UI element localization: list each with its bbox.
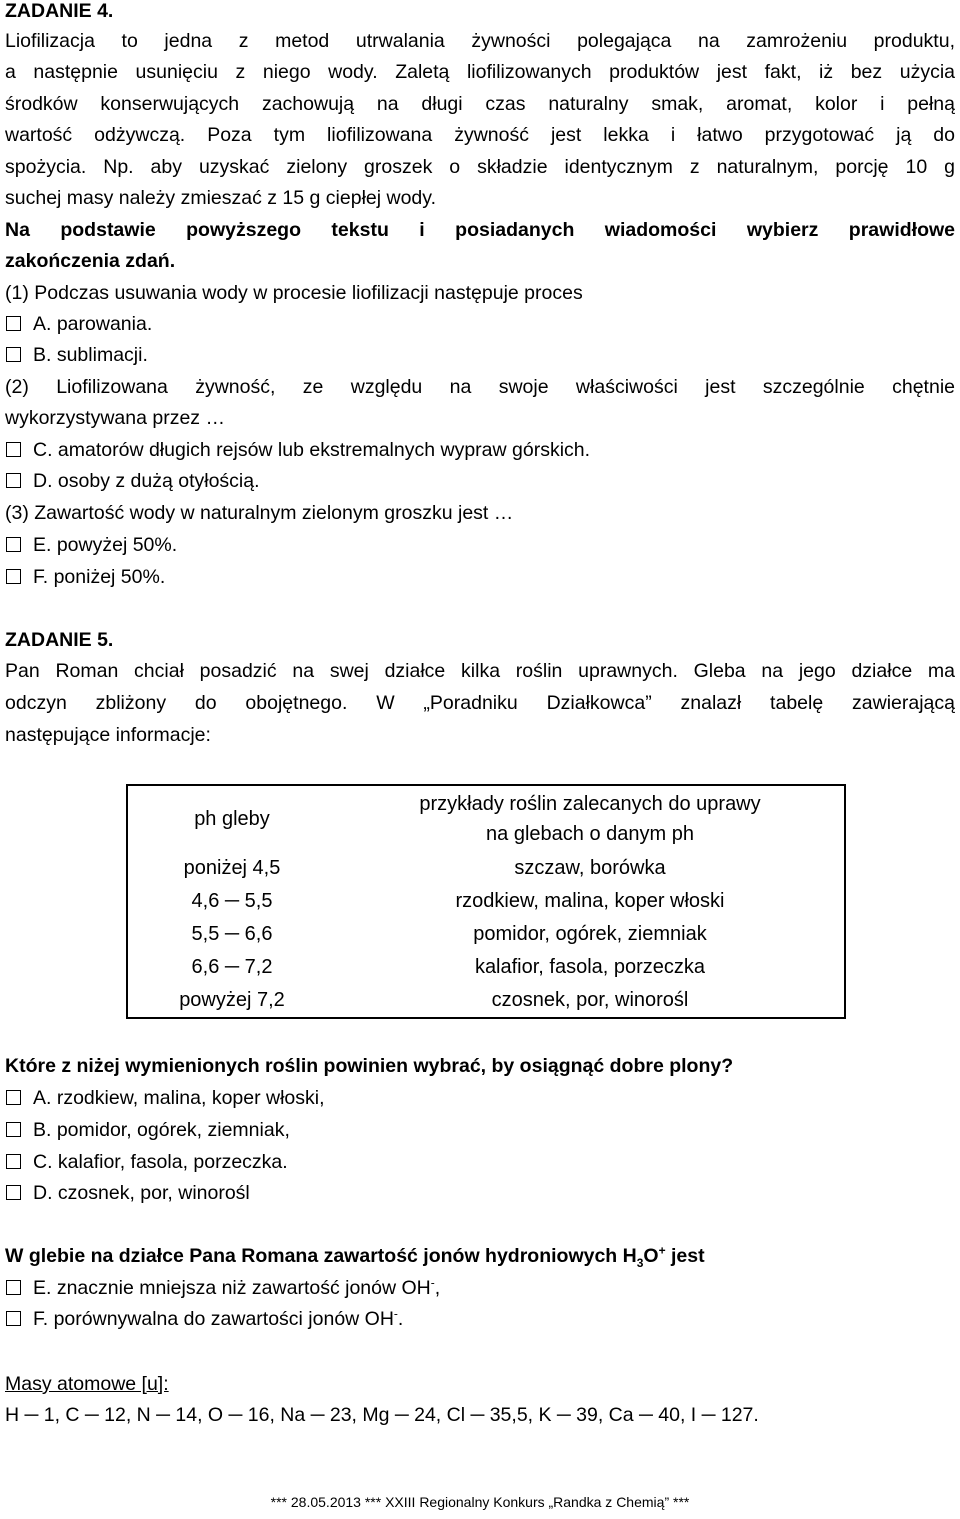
ph-table	[126, 784, 846, 1019]
ph-cell: 6,6 ─ 7,2	[191, 956, 273, 978]
plants-cell: kalafior, fasola, porzeczka	[474, 956, 706, 978]
task4-intro-line: a następnie usunięciu z niego wody. Zaletą liofilizowanych produktów jest fakt, iż bez użycia	[5, 61, 955, 83]
checkbox[interactable]	[6, 1122, 21, 1137]
table-row	[127, 885, 845, 918]
task4-heading: ZADANIE 4.	[5, 0, 114, 22]
plant-option-a[interactable]	[5, 1084, 955, 1112]
option-label: F. poniżej 50%.	[33, 566, 166, 588]
checkbox[interactable]	[6, 347, 21, 362]
table-row	[127, 951, 845, 984]
checkbox[interactable]	[6, 316, 21, 331]
plant-option-b[interactable]	[5, 1116, 955, 1144]
task5-intro-line: odczyn zbliżony do obojętnego. W „Poradniku Działkowca” znalazł tabelę zawierającą	[5, 692, 955, 714]
col-header-ph: ph gleby	[194, 808, 270, 830]
option-f[interactable]	[5, 563, 955, 591]
task5-question-plants: Które z niżej wymienionych roślin powinien wybrać, by osiągnąć dobre plony?	[5, 1055, 734, 1077]
option-a[interactable]	[5, 310, 955, 338]
plants-cell: czosnek, por, winorośl	[491, 989, 689, 1011]
task5-question-hydronium	[5, 1242, 955, 1270]
plants-cell: pomidor, ogórek, ziemniak	[473, 923, 707, 945]
checkbox[interactable]	[6, 442, 21, 457]
question-text: jest	[665, 1245, 705, 1267]
option-c[interactable]	[5, 436, 955, 464]
checkbox[interactable]	[6, 1311, 21, 1326]
plants-cell: szczaw, borówka	[514, 857, 666, 879]
task4-intro-line: suchej masy należy zmieszać z 15 g ciepłej wody.	[5, 187, 436, 209]
superscript: -	[393, 1306, 398, 1321]
option-label: C. kalafior, fasola, porzeczka.	[33, 1151, 288, 1173]
plant-option-d[interactable]	[5, 1179, 955, 1207]
question-1: (1) Podczas usuwania wody w procesie liofilizacji następuje proces	[5, 282, 583, 304]
option-label: A. rzodkiew, malina, koper włoski,	[33, 1087, 325, 1109]
option-label: D. czosnek, por, winorośl	[33, 1182, 250, 1204]
atomic-masses-values: H ─ 1, C ─ 12, N ─ 14, O ─ 16, Na ─ 23, Mg ─ 24, Cl ─ 35,5, K ─ 39, Ca ─ 40, I ─ 127.	[5, 1404, 759, 1426]
checkbox[interactable]	[6, 537, 21, 552]
option-label: F. porównywalna do zawartości jonów OH	[33, 1308, 394, 1330]
plants-cell: rzodkiew, malina, koper włoski	[455, 890, 725, 912]
ion-option-f[interactable]	[5, 1305, 955, 1333]
task5-intro-line: następujące informacje:	[5, 724, 211, 746]
option-label: B. sublimacji.	[33, 344, 148, 366]
option-label: ,	[434, 1277, 441, 1299]
task5-intro-line: Pan Roman chciał posadzić na swej działce kilka roślin uprawnych. Gleba na jego działce ma	[5, 660, 955, 682]
table-row	[127, 984, 845, 1018]
table-row	[127, 852, 845, 885]
option-label: A. parowania.	[33, 313, 153, 335]
checkbox[interactable]	[6, 1090, 21, 1105]
task4-intro-line: spożycia. Np. aby uzyskać zielony groszek o składzie identycznym z naturalnym, porcję 10 g	[5, 156, 955, 178]
option-e[interactable]	[5, 531, 955, 559]
page-footer: *** 28.05.2013 *** XXIII Regionalny Konkurs „Randka z Chemią” ***	[270, 1494, 690, 1510]
checkbox[interactable]	[6, 1154, 21, 1169]
checkbox[interactable]	[6, 1185, 21, 1200]
question-2: (2) Liofilizowana żywność, ze względu na swoje właściwości jest szczególnie chętnie	[5, 376, 955, 398]
task4-intro-line: Liofilizacja to jedna z metod utrwalania żywności polegająca na zamrożeniu produktu,	[5, 30, 955, 52]
ph-cell: poniżej 4,5	[183, 857, 281, 879]
subscript: 3	[636, 1255, 644, 1270]
option-label: E. znacznie mniejsza niż zawartość jonów OH	[33, 1277, 431, 1299]
atomic-masses-label: Masy atomowe [u]:	[5, 1373, 169, 1395]
task5-heading: ZADANIE 5.	[5, 629, 114, 651]
ion-option-e[interactable]	[5, 1274, 955, 1302]
option-label: D. osoby z dużą otyłością.	[33, 470, 260, 492]
header-line: na glebach o danym ph	[486, 823, 694, 845]
checkbox[interactable]	[6, 473, 21, 488]
option-label: C. amatorów długich rejsów lub ekstremalnych wypraw górskich.	[33, 439, 591, 461]
task4-intro-line: wartość odżywczą. Poza tym liofilizowana żywność jest lekka i łatwo przygotować ją do	[5, 124, 955, 146]
task4-instruction: Na podstawie powyższego tekstu i posiadanych wiadomości wybierz prawidłowe	[5, 219, 955, 241]
task4-instruction: zakończenia zdań.	[5, 250, 176, 272]
ph-cell: 5,5 ─ 6,6	[191, 923, 273, 945]
plant-option-c[interactable]	[5, 1148, 955, 1176]
ph-cell: powyżej 7,2	[179, 989, 285, 1011]
question-2: wykorzystywana przez …	[5, 407, 225, 429]
checkbox[interactable]	[6, 569, 21, 584]
header-line: przykłady roślin zalecanych do uprawy	[419, 793, 761, 815]
table-header-row	[127, 785, 845, 852]
question-3: (3) Zawartość wody w naturalnym zielonym groszku jest …	[5, 502, 514, 524]
option-label: .	[397, 1308, 404, 1330]
ph-cell: 4,6 ─ 5,5	[191, 890, 273, 912]
task4-intro-line: środków konserwujących zachowują na długi czas naturalny smak, aromat, kolor i pełną	[5, 93, 955, 115]
option-label: B. pomidor, ogórek, ziemniak,	[33, 1119, 290, 1141]
question-text: W glebie na działce Pana Romana zawartość jonów hydroniowych H	[5, 1245, 637, 1267]
option-label: E. powyżej 50%.	[33, 534, 178, 556]
option-b[interactable]	[5, 341, 955, 369]
checkbox[interactable]	[6, 1280, 21, 1295]
table-row	[127, 918, 845, 951]
question-text: O	[643, 1245, 659, 1267]
superscript: -	[430, 1275, 435, 1290]
option-d[interactable]	[5, 467, 955, 495]
superscript: +	[658, 1243, 666, 1258]
col-header-plants	[336, 785, 845, 852]
